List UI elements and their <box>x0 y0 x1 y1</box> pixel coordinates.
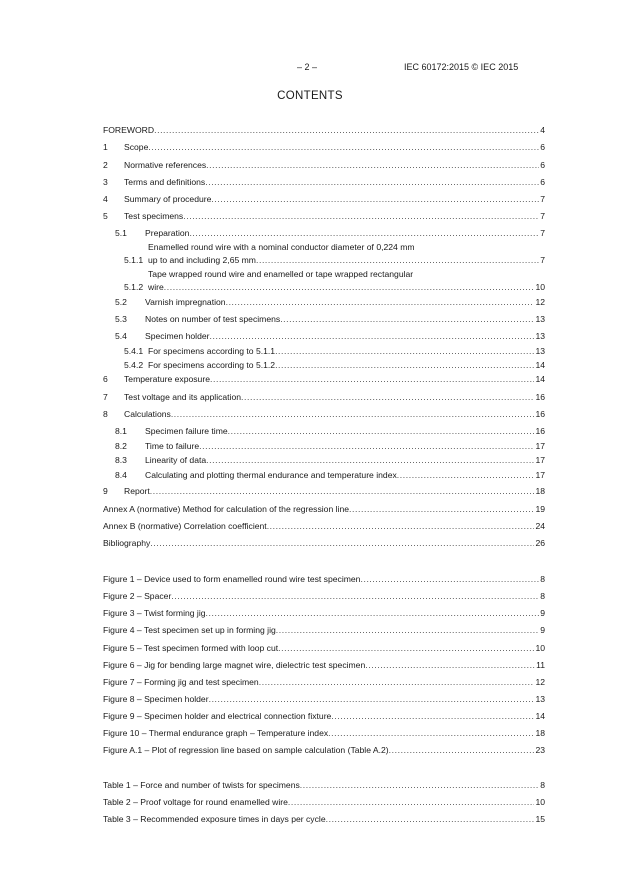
entry-page: 16 <box>535 409 545 419</box>
dot-leader <box>164 281 535 293</box>
entry-line <box>145 227 545 239</box>
toc-entry[interactable] <box>103 425 545 437</box>
entry-line <box>145 296 545 308</box>
entry-page: 6 <box>540 160 545 170</box>
entry-number: 5.4.1 <box>124 346 144 356</box>
entry-number: 8.1 <box>115 426 127 436</box>
toc-entry[interactable] <box>103 469 545 481</box>
entry-page: 7 <box>540 228 545 238</box>
entry-text-line1: Enamelled round wire with a nominal conductor diameter of 0,224 mm <box>148 242 415 252</box>
entry-line <box>145 313 545 325</box>
toc-entry[interactable] <box>103 227 545 239</box>
entry-page: 12 <box>535 677 545 687</box>
entry-line <box>103 503 545 515</box>
dot-leader <box>280 313 534 325</box>
entry-text: Figure 7 – Forming jig and test specimen <box>103 677 259 687</box>
dot-leader <box>150 485 535 497</box>
entry-line <box>148 269 545 293</box>
entry-text: For specimens according to 5.1.2 <box>148 360 276 370</box>
entry-number: 4 <box>103 194 108 204</box>
toc-entry[interactable] <box>103 210 545 222</box>
toc-entry[interactable] <box>103 242 545 266</box>
dot-leader <box>154 124 539 136</box>
dot-leader <box>241 391 534 403</box>
entry-number: 2 <box>103 160 108 170</box>
toc-entry[interactable] <box>103 313 545 325</box>
entry-number: 5.1.1 <box>124 255 144 265</box>
dot-leader <box>300 779 539 791</box>
entry-text: Table 1 – Force and number of twists for specimens <box>103 780 300 790</box>
entry-page: 16 <box>535 392 545 402</box>
entry-text: Figure 3 – Twist forming jig <box>103 608 206 618</box>
figure-entry[interactable] <box>103 624 545 636</box>
entry-page: 13 <box>535 346 545 356</box>
entry-text: Summary of procedure <box>124 194 212 204</box>
entry-page: 9 <box>540 625 545 635</box>
entry-number: 8.3 <box>115 455 127 465</box>
entry-line <box>103 676 545 688</box>
toc-entry[interactable] <box>103 440 545 452</box>
entry-number: 5 <box>103 211 108 221</box>
dot-leader <box>278 642 534 654</box>
dot-leader <box>275 345 534 357</box>
entry-page: 15 <box>535 814 545 824</box>
figure-entry[interactable] <box>103 607 545 619</box>
dot-leader <box>275 359 534 371</box>
entry-page: 24 <box>535 521 545 531</box>
dot-leader <box>328 727 534 739</box>
entry-text: Bibliography <box>103 538 151 548</box>
entry-page: 9 <box>540 608 545 618</box>
toc-entry[interactable] <box>103 520 545 532</box>
document-id: IEC 60172:2015 © IEC 2015 <box>404 62 519 72</box>
entry-line <box>124 141 545 153</box>
entry-text: Table 3 – Recommended exposure times in days per cycle <box>103 814 326 824</box>
entry-page: 10 <box>535 643 545 653</box>
dot-leader <box>276 624 539 636</box>
figure-entry[interactable] <box>103 590 545 602</box>
entry-line <box>124 193 545 205</box>
dot-leader <box>210 373 534 385</box>
figure-entry[interactable] <box>103 676 545 688</box>
dot-leader <box>199 440 534 452</box>
table-entry[interactable] <box>103 796 545 808</box>
entry-page: 17 <box>535 441 545 451</box>
entry-text: Linearity of data <box>145 455 207 465</box>
entry-page: 17 <box>535 470 545 480</box>
entry-number: 5.4 <box>115 331 127 341</box>
entry-text: Temperature exposure <box>124 374 210 384</box>
toc-entry[interactable] <box>103 141 545 153</box>
toc-entry[interactable] <box>103 503 545 515</box>
dot-leader <box>226 296 535 308</box>
entry-page: 12 <box>535 297 545 307</box>
entry-page: 18 <box>535 728 545 738</box>
dot-leader <box>171 408 535 420</box>
toc-entry[interactable] <box>103 269 545 293</box>
entry-text: Figure 4 – Test specimen set up in forming jig <box>103 625 276 635</box>
figure-entry[interactable] <box>103 727 545 739</box>
toc-entry[interactable] <box>103 176 545 188</box>
dot-leader <box>365 659 535 671</box>
entry-line <box>124 176 545 188</box>
dot-leader <box>256 254 539 266</box>
entry-line <box>103 520 545 532</box>
entry-page: 13 <box>535 314 545 324</box>
contents-title: CONTENTS <box>277 90 343 102</box>
dot-leader <box>288 796 535 808</box>
entry-line <box>124 210 545 222</box>
toc-entry[interactable] <box>103 330 545 342</box>
entry-line <box>103 693 545 705</box>
entry-text: Varnish impregnation <box>145 297 226 307</box>
entry-text: FOREWORD <box>103 125 155 135</box>
figure-entry[interactable] <box>103 693 545 705</box>
dot-leader <box>183 210 539 222</box>
figure-entry[interactable] <box>103 659 545 671</box>
dot-leader <box>397 469 535 481</box>
entry-line <box>124 373 545 385</box>
dot-leader <box>148 141 539 153</box>
entry-text: Figure 10 – Thermal endurance graph – Temperature index <box>103 728 329 738</box>
entry-page: 14 <box>535 360 545 370</box>
entry-line <box>103 727 545 739</box>
entry-text: Specimen holder <box>145 331 210 341</box>
entry-line <box>103 813 545 825</box>
dot-leader <box>259 676 535 688</box>
dot-leader <box>389 744 535 756</box>
entry-page: 4 <box>540 125 545 135</box>
entry-page: 17 <box>535 455 545 465</box>
entry-line <box>103 573 545 585</box>
entry-text: Notes on number of test specimens <box>145 314 281 324</box>
entry-line <box>103 642 545 654</box>
entry-line <box>145 469 545 481</box>
entry-text: Specimen failure time <box>145 426 228 436</box>
entry-text: Figure 1 – Device used to form enamelled round wire test specimen <box>103 574 361 584</box>
dot-leader <box>210 330 535 342</box>
entry-line <box>124 485 545 497</box>
entry-text: Normative references <box>124 160 207 170</box>
entry-line <box>103 659 545 671</box>
entry-text: Test specimens <box>124 211 184 221</box>
figure-entry[interactable] <box>103 642 545 654</box>
entry-text: Calculations <box>124 409 171 419</box>
toc-entry[interactable] <box>103 454 545 466</box>
entry-number: 5.1.2 <box>124 282 144 292</box>
entry-text: Figure 5 – Test specimen formed with loop cut <box>103 643 279 653</box>
toc-entry[interactable] <box>103 124 545 136</box>
entry-text: Time to failure <box>145 441 200 451</box>
entry-number: 5.4.2 <box>124 360 144 370</box>
dot-leader <box>206 607 540 619</box>
figure-entry[interactable] <box>103 744 545 756</box>
entry-page: 18 <box>535 486 545 496</box>
entry-line <box>103 590 545 602</box>
entry-line <box>145 440 545 452</box>
toc-entry[interactable] <box>103 485 545 497</box>
entry-number: 5.2 <box>115 297 127 307</box>
toc-entry[interactable] <box>103 159 545 171</box>
entry-line <box>148 242 545 266</box>
dot-leader <box>267 520 535 532</box>
entry-text: Report <box>124 486 150 496</box>
entry-page: 11 <box>536 660 545 670</box>
entry-line <box>145 425 545 437</box>
entry-number: 8.4 <box>115 470 127 480</box>
toc-entry[interactable] <box>103 373 545 385</box>
dot-leader <box>206 454 534 466</box>
entry-line <box>103 744 545 756</box>
dot-leader <box>205 176 539 188</box>
table-entry[interactable] <box>103 813 545 825</box>
entry-text: Calculating and plotting thermal endurance and temperature index <box>145 470 397 480</box>
entry-page: 10 <box>535 797 545 807</box>
entry-line <box>103 537 545 549</box>
entry-number: 1 <box>103 142 108 152</box>
entry-text: Table 2 – Proof voltage for round enamelled wire <box>103 797 288 807</box>
entry-page: 13 <box>535 331 545 341</box>
entry-line <box>148 359 545 371</box>
entry-text: Preparation <box>145 228 190 238</box>
entry-number: 8 <box>103 409 108 419</box>
entry-line <box>103 607 545 619</box>
dot-leader <box>228 425 535 437</box>
entry-page: 6 <box>540 177 545 187</box>
entry-text: Scope <box>124 142 149 152</box>
entry-page: 16 <box>535 426 545 436</box>
dot-leader <box>209 693 535 705</box>
entry-line <box>124 391 545 403</box>
entry-line <box>145 454 545 466</box>
toc-entry[interactable] <box>103 537 545 549</box>
entry-number: 9 <box>103 486 108 496</box>
entry-text: Annex B (normative) Correlation coefficient <box>103 521 267 531</box>
table-entry[interactable] <box>103 779 545 791</box>
entry-page: 26 <box>535 538 545 548</box>
entry-line <box>103 779 545 791</box>
page-number: – 2 – <box>297 62 318 72</box>
dot-leader <box>360 573 539 585</box>
entry-page: 6 <box>540 142 545 152</box>
entry-page: 7 <box>540 211 545 221</box>
dot-leader <box>331 710 534 722</box>
toc-entry[interactable] <box>103 359 545 371</box>
entry-number: 8.2 <box>115 441 127 451</box>
entry-line <box>124 159 545 171</box>
entry-text: Figure A.1 – Plot of regression line based on sample calculation (Table A.2) <box>103 745 389 755</box>
entry-page: 19 <box>535 504 545 514</box>
entry-text: Terms and definitions <box>124 177 206 187</box>
figure-entry[interactable] <box>103 710 545 722</box>
entry-line <box>103 124 545 136</box>
dot-leader <box>171 590 539 602</box>
entry-text: For specimens according to 5.1.1 <box>148 346 276 356</box>
entry-text: up to and including 2,65 mm <box>148 255 256 265</box>
entry-page: 8 <box>540 591 545 601</box>
entry-number: 5.1 <box>115 228 127 238</box>
entry-page: 8 <box>540 780 545 790</box>
entry-line <box>103 796 545 808</box>
entry-line <box>124 408 545 420</box>
entry-line <box>145 330 545 342</box>
entry-page: 10 <box>535 282 545 292</box>
entry-text-line1: Tape wrapped round wire and enamelled or tape wrapped rectangular <box>148 269 414 279</box>
toc-entry[interactable] <box>103 296 545 308</box>
dot-leader <box>326 813 535 825</box>
entry-line <box>103 710 545 722</box>
entry-page: 13 <box>535 694 545 704</box>
toc-entry[interactable] <box>103 408 545 420</box>
entry-line <box>103 624 545 636</box>
entry-page: 14 <box>535 711 545 721</box>
entry-text: wire <box>148 282 164 292</box>
entry-number: 6 <box>103 374 108 384</box>
dot-leader <box>189 227 539 239</box>
entry-page: 7 <box>540 255 545 265</box>
dot-leader <box>206 159 539 171</box>
entry-page: 23 <box>535 745 545 755</box>
entry-number: 5.3 <box>115 314 127 324</box>
entry-line <box>148 345 545 357</box>
toc-entry[interactable] <box>103 391 545 403</box>
dot-leader <box>150 537 534 549</box>
entry-number: 3 <box>103 177 108 187</box>
toc-entry[interactable] <box>103 193 545 205</box>
toc-entry[interactable] <box>103 345 545 357</box>
dot-leader <box>349 503 534 515</box>
entry-text: Figure 8 – Specimen holder <box>103 694 209 704</box>
entry-page: 14 <box>535 374 545 384</box>
entry-text: Figure 6 – Jig for bending large magnet wire, dielectric test specimen <box>103 660 366 670</box>
entry-text: Annex A (normative) Method for calculation of the regression line <box>103 504 350 514</box>
entry-number: 7 <box>103 392 108 402</box>
entry-page: 7 <box>540 194 545 204</box>
entry-text: Test voltage and its application <box>124 392 242 402</box>
entry-text: Figure 9 – Specimen holder and electrical connection fixture <box>103 711 332 721</box>
entry-page: 8 <box>540 574 545 584</box>
entry-text: Figure 2 – Spacer <box>103 591 172 601</box>
dot-leader <box>211 193 539 205</box>
figure-entry[interactable] <box>103 573 545 585</box>
